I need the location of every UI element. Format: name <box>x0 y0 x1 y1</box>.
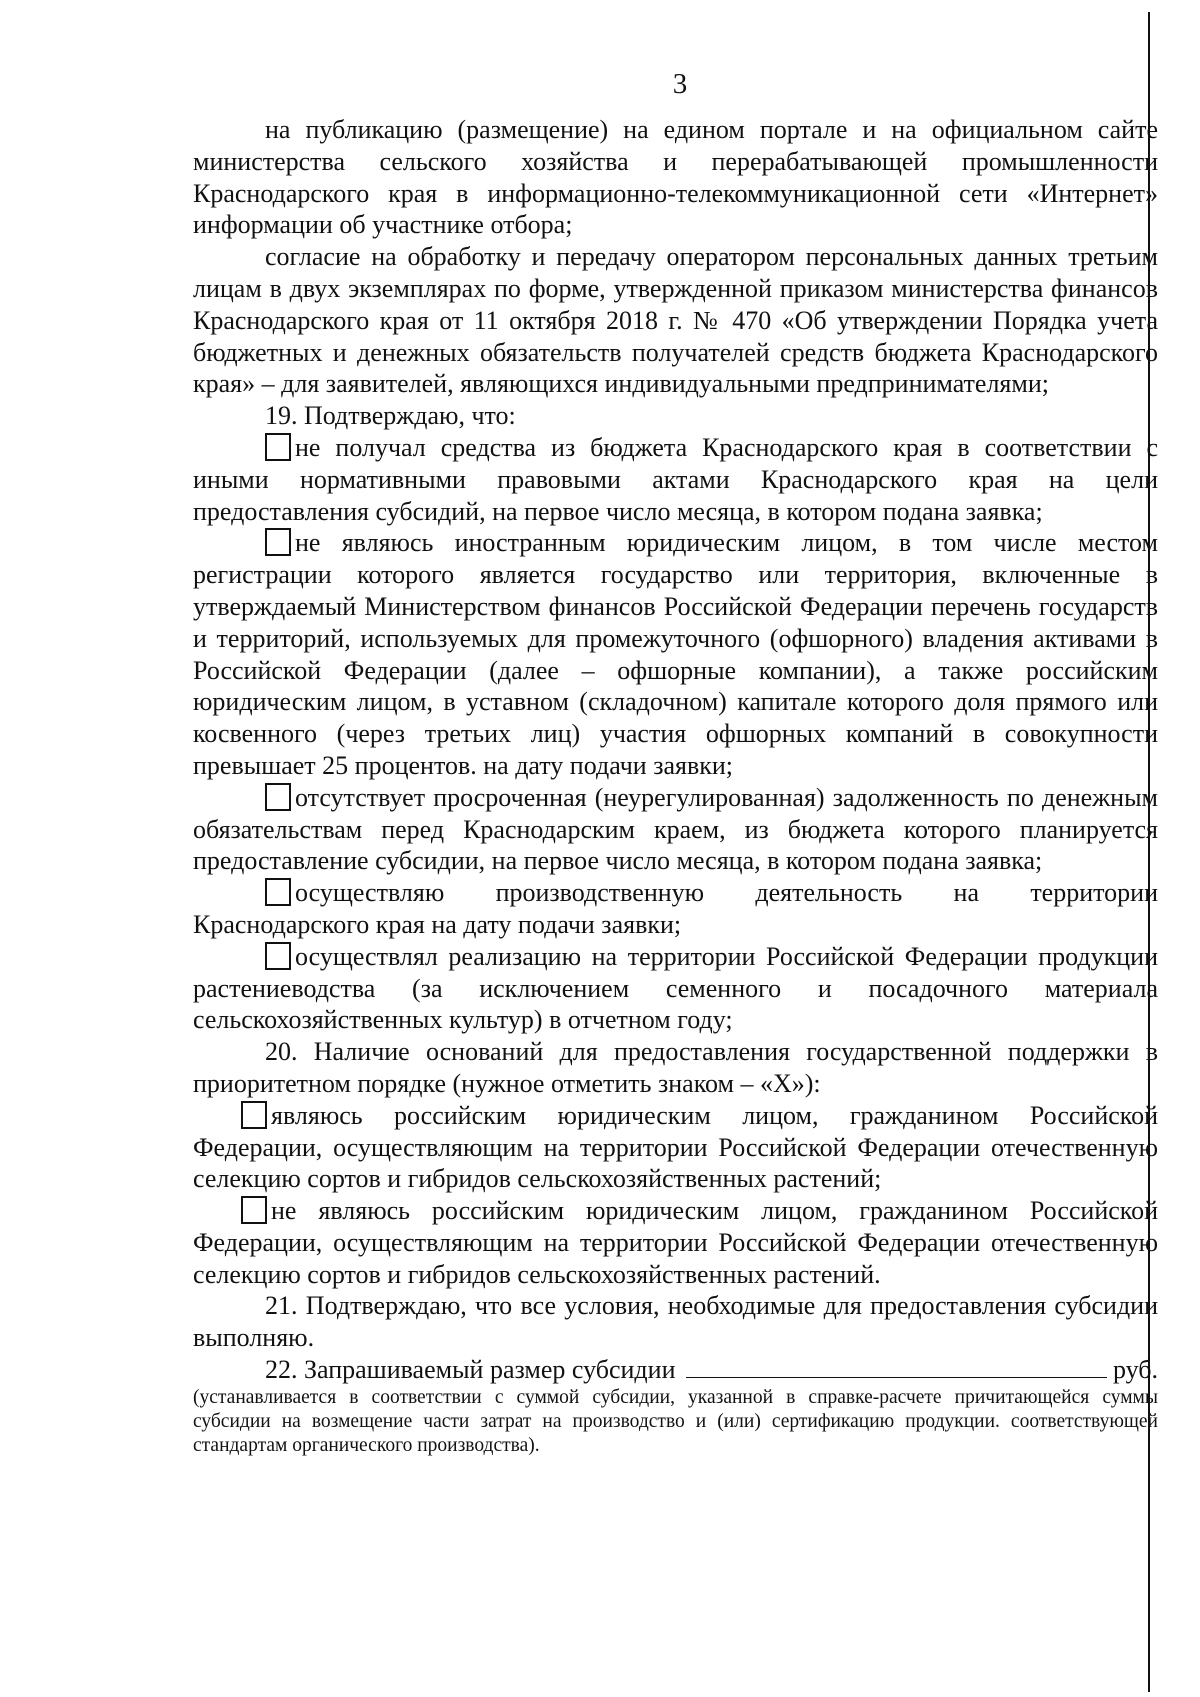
checkbox[interactable] <box>241 1101 267 1129</box>
paragraph-publication-consent: на публикацию (размещение) на едином портале и на официальном сайте министерства сельского хозяйства и перерабатывающей промышленности Краснодарского края в информационно-телекоммуникационной сети «Интернет» информации об участнике отбора; <box>193 115 1158 240</box>
section-20-heading: 20. Наличие оснований для предоставления государственной поддержки в приоритетном порядке (нужное отметить знаком – «Х»): <box>193 1037 1158 1098</box>
checklist-19-item <box>193 432 1158 527</box>
checkbox[interactable] <box>265 878 291 906</box>
checklist-item-text: осуществлял реализацию на территории Российской Федерации продукции растениеводства (за исключением семенного и посадочного материала сельскохозяйственных культур) в отчетном году; <box>193 941 1158 1035</box>
checklist-19-item <box>193 877 1158 941</box>
checklist-19-item <box>193 782 1158 877</box>
subsidy-amount-row <box>193 1354 1158 1386</box>
checklist-item-text: не являюсь российским юридическим лицом, гражданином Российской Федерации, осуществляющим на территории Российской Федерации отечественную селекцию сортов и гибридов сельскохозяйственных растений. <box>193 1196 1158 1289</box>
checkbox[interactable] <box>265 528 291 556</box>
checkbox[interactable] <box>241 1196 267 1224</box>
checkbox[interactable] <box>265 942 291 970</box>
checklist-item-text: отсутствует просроченная (неурегулированная) задолженность по денежным обязательствам перед Краснодарским краем, из бюджета которого планируется предоставление субсидии, на первое число месяца, в котором подана заявка; <box>193 782 1158 876</box>
page-number: 3 <box>672 68 688 100</box>
checkbox[interactable] <box>265 433 291 461</box>
currency-unit: руб. <box>1112 1355 1158 1385</box>
checklist-19-item <box>193 941 1158 1036</box>
checklist-20-item <box>193 1195 1158 1290</box>
subsidy-amount-label: 22. Запрашиваемый размер субсидии <box>265 1355 676 1385</box>
checklist-item-text: не получал средства из бюджета Краснодарского края в соответствии с иными нормативными правовыми актами Краснодарского края на цели предоставления субсидий, на первое число месяца, в котором подана заявка; <box>193 432 1158 526</box>
section-21: 21. Подтверждаю, что все условия, необходимые для предоставления субсидии выполняю. <box>193 1291 1158 1353</box>
checklist-item-text: не являюсь иностранным юридическим лицом, в том числе местом регистрации которого является государство или территория, включенные в утверждаемый Министерством финансов Российской Федерации перечень государств и территорий, используемых для промежуточного (офшорного) владения активами в Российской Федерации (далее – офшорные компании), а также российским юридическим лицом, в уставном (складочном) капитале которого доля прямого или косвенного (через третьих лиц) участия офшорных компаний в совокупности превышает 25 процентов. на дату подачи заявки; <box>193 528 1158 780</box>
checklist-item-text: являюсь российским юридическим лицом, гражданином Российской Федерации, осуществляющим на территории Российской Федерации отечественную селекцию сортов и гибридов сельскохозяйственных растений; <box>193 1100 1158 1194</box>
checkbox[interactable] <box>265 783 291 811</box>
subsidy-amount-note: (устанавливается в соответствии с суммой субсидии, указанной в справке-расчете причитающейся суммы субсидии на возмещение части затрат на производство и (или) сертификацию продукции. соответствующей стандартам органического производства). <box>193 1386 1158 1456</box>
section-19-heading: 19. Подтверждаю, что: <box>265 401 516 431</box>
checklist-19-item <box>193 527 1158 781</box>
checklist-item-text: осуществляю производственную деятельность на территории Краснодарского края на дату подачи заявки; <box>193 878 1158 939</box>
checklist-20-item <box>193 1100 1158 1195</box>
subsidy-amount-field[interactable] <box>686 1355 1107 1378</box>
paragraph-personal-data-consent: согласие на обработку и передачу оператором персональных данных третьим лицам в двух экземплярах по форме, утвержденной приказом министерства финансов Краснодарского края от 11 октября 2018 г. № 470 «Об утверждении Порядка учета бюджетных и денежных обязательств получателей средств бюджета Краснодарского края» – для заявителей, являющихся индивидуальными предпринимателями; <box>193 242 1158 399</box>
document-body <box>193 114 1158 1458</box>
